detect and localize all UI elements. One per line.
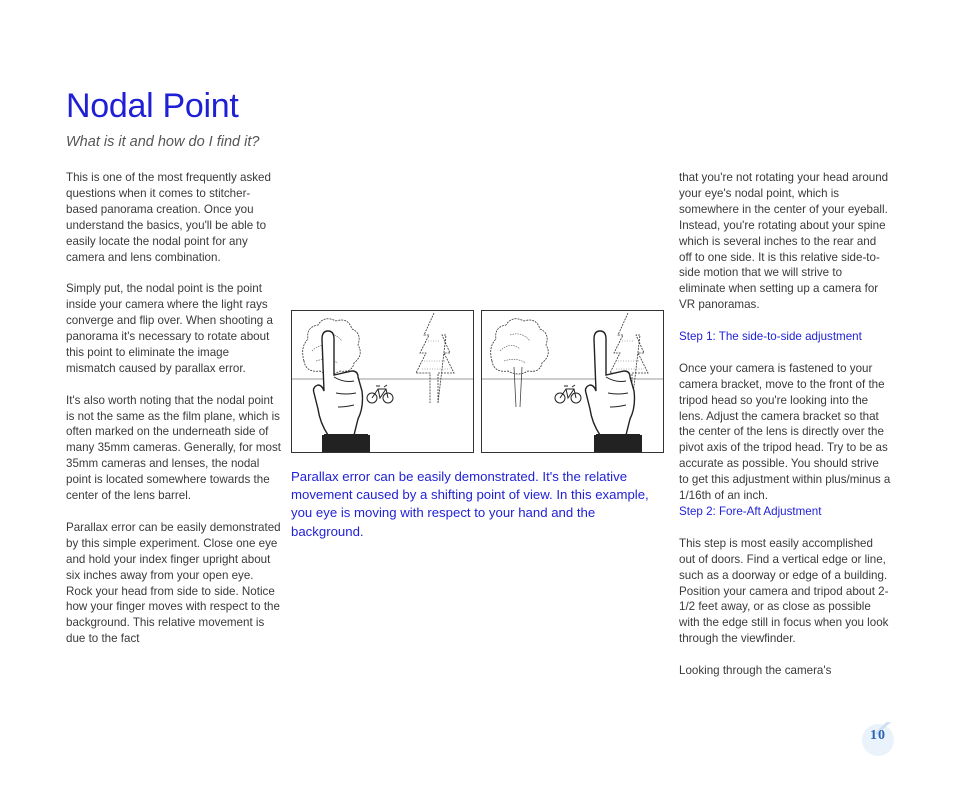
pointing-hand-icon [314, 331, 371, 452]
bicycle-icon [367, 385, 393, 403]
page-title: Nodal Point [66, 87, 239, 125]
page-number: 10 [870, 728, 886, 743]
right-column [679, 170, 891, 679]
paragraph: It's also worth noting that the nodal point is not the same as the film plane, which is often marked on the underneath side of many 35mm cameras. Generally, for most 35mm cameras and lenses, the nodal point is located somewhere towards the center of the lens barrel. [66, 393, 281, 503]
paragraph: Parallax error can be easily demonstrated by this simple experiment. Close one eye and hold your index finger upright about six inches away from your open eye. Rock your head from side to side. Notice how your finger moves with respect to the background. This relative movement is due to the fact [66, 520, 281, 646]
page-subtitle: What is it and how do I find it? [66, 134, 260, 150]
step-2-heading: Step 2: Fore-Aft Adjustment [679, 505, 822, 518]
step-1-heading: Step 1: The side-to-side adjustment [679, 330, 862, 344]
parallax-illustration-left [292, 311, 473, 452]
figure-panel-right [481, 310, 664, 453]
paragraph: This step is most easily accomplished out of doors. Find a vertical edge or line, such as a doorway or edge of a building. Position your camera and tripod about 2-1/2 feet away, or as close as possible with the edge still in focus when you look through the viewfinder. [679, 536, 889, 646]
figure-panel-left [291, 310, 474, 453]
bicycle-icon [555, 385, 581, 403]
pointing-hand-icon [586, 331, 643, 452]
paragraph: This is one of the most frequently asked questions when it comes to stitcher-based panorama creation. Once you understand the basics, you'll be able to easily locate the nodal point for any camera and lens combination. [66, 171, 271, 264]
pine-tree-icon [416, 313, 454, 403]
paragraph: Simply put, the nodal point is the point inside your camera where the light rays converge and flip over. When shooting a panorama it's necessary to rotate about this point to eliminate the image mismatch caused by parallax error. [66, 282, 273, 375]
paragraph: Looking through the camera's [679, 664, 832, 678]
paragraph: Once your camera is fastened to your camera bracket, move to the front of the tripod head so you're looking into the lens. Adjust the camera bracket so that the center of the lens is directly over the pivot axis of the tripod head. Try to be as accurate as possible. You should strive to get this adjustment within plus/minus a 1/16th of an inch. [679, 361, 891, 503]
left-column [66, 170, 281, 647]
figure-caption: Parallax error can be easily demonstrated. It's the relative movement caused by a shifting point of view. In this example, you eye is moving with respect to your hand and the background. [291, 469, 649, 539]
parallax-illustration-right [482, 311, 663, 452]
deciduous-tree-icon [491, 319, 549, 407]
paragraph: that you're not rotating your head around your eye's nodal point, which is somewhere in the center of your eyeball. Instead, you're rotating about your spine which is several inches to the rear and off to one side. It is this relative side-to-side motion that we will strive to eliminate when setting up a camera for VR panoramas. [679, 171, 889, 312]
